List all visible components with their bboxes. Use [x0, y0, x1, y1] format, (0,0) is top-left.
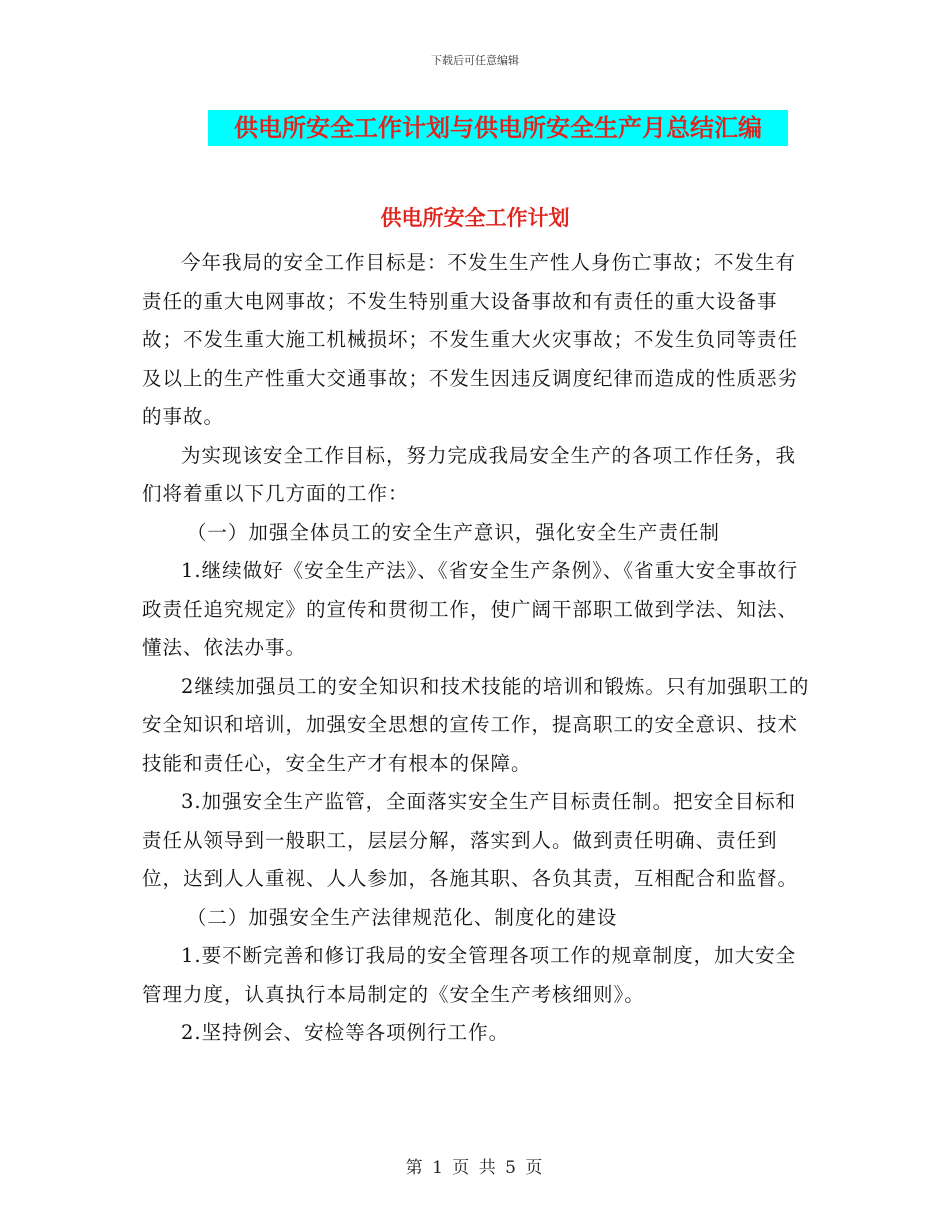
document-body: [142, 244, 810, 1053]
subheading-awareness: （一）加强全体员工的安全生产意识，强化安全生产责任制: [186, 520, 720, 544]
paragraph-work-intro: 为实现该安全工作目标，努力完成我局安全生产的各项工作任务，我们将着重以下几方面的工作：: [142, 443, 797, 505]
document-title: 供电所安全工作计划与供电所安全生产月总结汇编: [208, 110, 788, 146]
section-title: 供电所安全工作计划: [380, 206, 570, 230]
paragraph-item-1: 1.继续做好《安全生产法》、《省安全生产条例》、《省重大安全事故行政责任追究规定》的宣传和贯彻工作，使广阔干部职工做到学法、知法、懂法、依法办事。: [142, 559, 799, 659]
paragraph-item-3: 3.加强安全生产监管，全面落实安全生产目标责任制。把安全目标和责任从领导到一般职工，层层分解，落实到人。做到责任明确、责任到位，达到人人重视、人人参加，各施其职、各负其责，互相配合和监督。: [142, 790, 799, 890]
paragraph-safety-goals: 今年我局的安全工作目标是：不发生生产性人身伤亡事故；不发生有责任的重大电网事故；不发生特别重大设备事故和有责任的重大设备事故；不发生重大施工机械损坏；不发生重大火灾事故；不发生负同等责任及以上的生产性重大交通事故；不发生因违反调度纪律而造成的性质恶劣的事故。: [142, 251, 799, 428]
paragraph-legal-item-2: 2.坚持例会、安检等各项例行工作。: [181, 1021, 510, 1044]
paragraph-item-2: 2继续加强员工的安全知识和技术技能的培训和锻炼。只有加强职工的安全知识和培训，加强安全思想的宣传工作，提高职工的安全意识、技术技能和责任心，安全生产才有根本的保障。: [142, 674, 810, 775]
subheading-legal: （二）加强安全生产法律规范化、制度化的建设: [186, 905, 618, 929]
paragraph-legal-item-1: 1.要不断完善和修订我局的安全管理各项工作的规章制度，加大安全管理力度，认真执行本局制定的《安全生产考核细则》。: [142, 944, 797, 1006]
page-footer: 第 1 页 共 5 页: [405, 1158, 545, 1178]
header-note: 下载后可任意编辑: [431, 54, 519, 67]
